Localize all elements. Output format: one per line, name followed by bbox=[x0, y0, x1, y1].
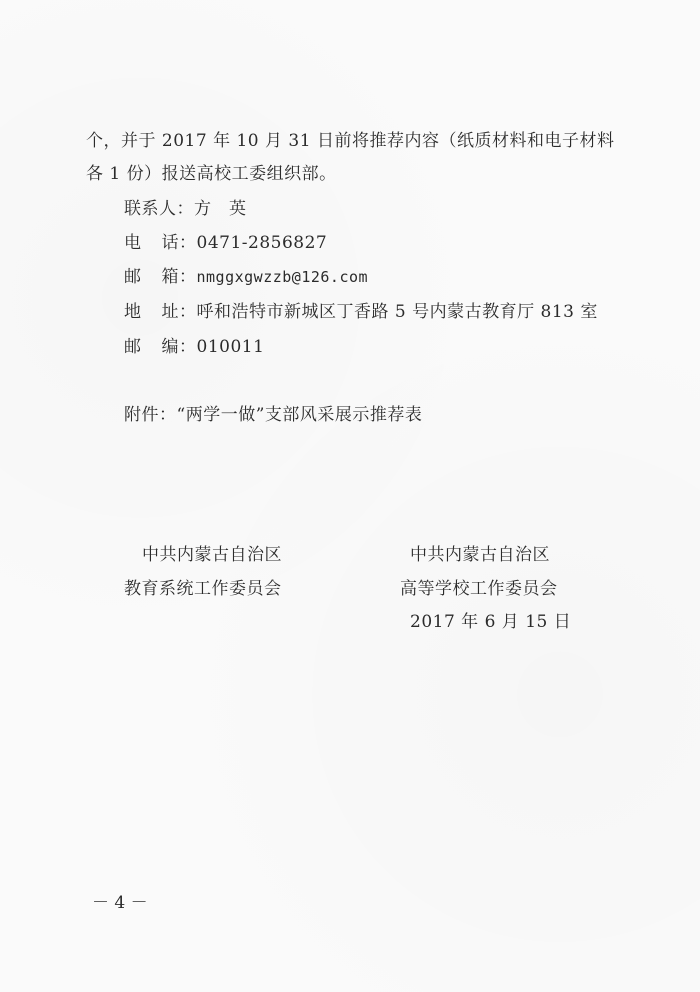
attachment-row bbox=[124, 405, 422, 425]
page-number: － 4 － bbox=[92, 893, 148, 913]
contact-phone-row bbox=[124, 233, 327, 253]
signature-left-line-2: 教育系统工作委员会 bbox=[124, 579, 282, 599]
attachment-label: 附件： bbox=[124, 405, 177, 425]
contact-address-label-b: 址 bbox=[161, 302, 179, 322]
contact-email-value: nmggxgwzzb@126.com bbox=[196, 268, 369, 286]
contact-person-label: 联系人 bbox=[124, 199, 177, 219]
contact-email-row bbox=[124, 267, 368, 287]
contact-email-label-a: 邮 bbox=[124, 267, 142, 287]
contact-phone-sep: ： bbox=[179, 233, 197, 253]
contact-email-sep: ： bbox=[179, 267, 197, 287]
contact-postcode-sep: ： bbox=[179, 337, 197, 357]
contact-postcode-row bbox=[124, 337, 264, 357]
contact-postcode-label-b: 编 bbox=[161, 337, 179, 357]
contact-phone-label-b: 话 bbox=[161, 233, 179, 253]
attachment-value: “两学一做”支部风采展示推荐表 bbox=[176, 405, 423, 425]
contact-email-label-b: 箱 bbox=[161, 267, 179, 287]
contact-person-value: 方 英 bbox=[194, 199, 247, 219]
signature-right-line-2: 高等学校工作委员会 bbox=[400, 579, 558, 599]
contact-person-row bbox=[124, 199, 247, 219]
contact-address-row bbox=[124, 302, 598, 322]
contact-postcode-label-a: 邮 bbox=[124, 337, 142, 357]
contact-phone-value: 0471-2856827 bbox=[196, 233, 328, 253]
body-text-line-1: 个，并于 2017 年 10 月 31 日前将推荐内容（纸质材料和电子材料 bbox=[86, 131, 615, 151]
signature-right-line-1: 中共内蒙古自治区 bbox=[410, 545, 550, 565]
body-text-line-2: 各 1 份）报送高校工委组织部。 bbox=[86, 164, 337, 184]
contact-address-label-a: 地 bbox=[124, 302, 142, 322]
contact-postcode-value: 010011 bbox=[196, 337, 265, 357]
contact-address-sep: ： bbox=[179, 302, 197, 322]
signature-left-line-1: 中共内蒙古自治区 bbox=[142, 545, 282, 565]
signature-date: 2017 年 6 月 15 日 bbox=[410, 612, 572, 632]
contact-phone-label-a: 电 bbox=[124, 233, 142, 253]
contact-address-value: 呼和浩特市新城区丁香路 5 号内蒙古教育厅 813 室 bbox=[196, 302, 598, 322]
contact-person-sep: ： bbox=[176, 199, 194, 219]
